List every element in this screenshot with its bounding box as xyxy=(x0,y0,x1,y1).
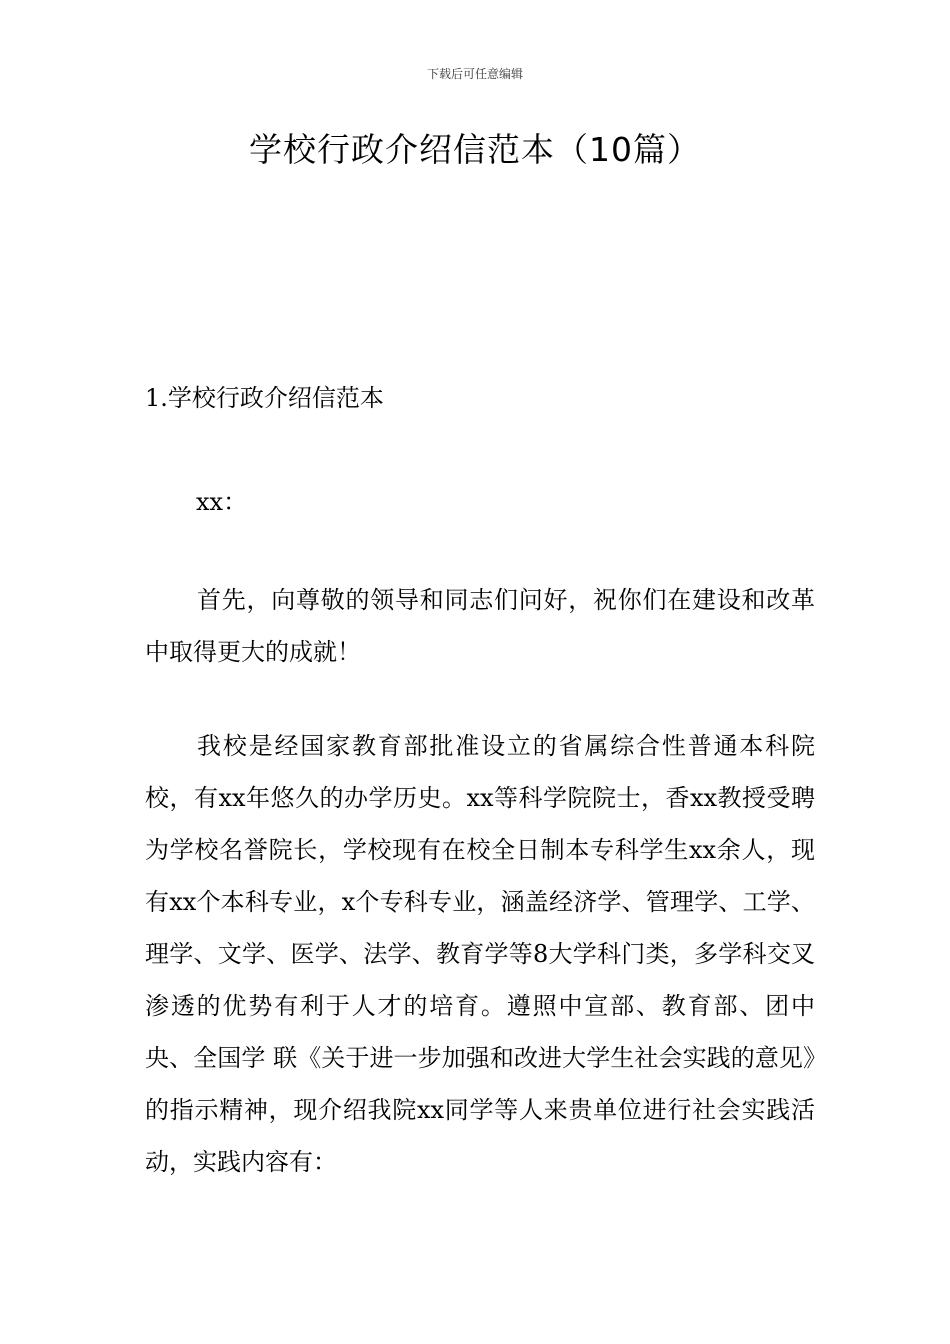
paragraph-greeting: 首先，向尊敬的领导和同志们问好，祝你们在建设和改革中取得更大的成就！ xyxy=(145,586,815,666)
salutation: xx： xyxy=(196,488,248,516)
section-heading: 1.学校行政介绍信范本 xyxy=(145,384,384,412)
header-note: 下载后可任意编辑 xyxy=(426,67,523,81)
document-title: 学校行政介绍信范本（10篇） xyxy=(249,130,701,169)
paragraph-school-intro: 我校是经国家教育部批准设立的省属综合性普通本科院校，有xx年悠久的办学历史。xx等科学院院士，香xx教授受聘为学校名誉院长，学校现有在校全日制本专科学生xx余人，现有xx个本科专业，x个专科专业，涵盖经济学、管理学、工学、理学、文学、医学、法学、教育学等8大学科门类，多学科交叉渗透的优势有利于人才的培育。遵照中宣部、教育部、团中央、全国学 联《关于进一步加强和改进大学生社会实践的意见》的指示精神，现介绍我院xx同学等人来贵单位进行社会实践活动，实践内容有： xyxy=(145,732,815,1176)
